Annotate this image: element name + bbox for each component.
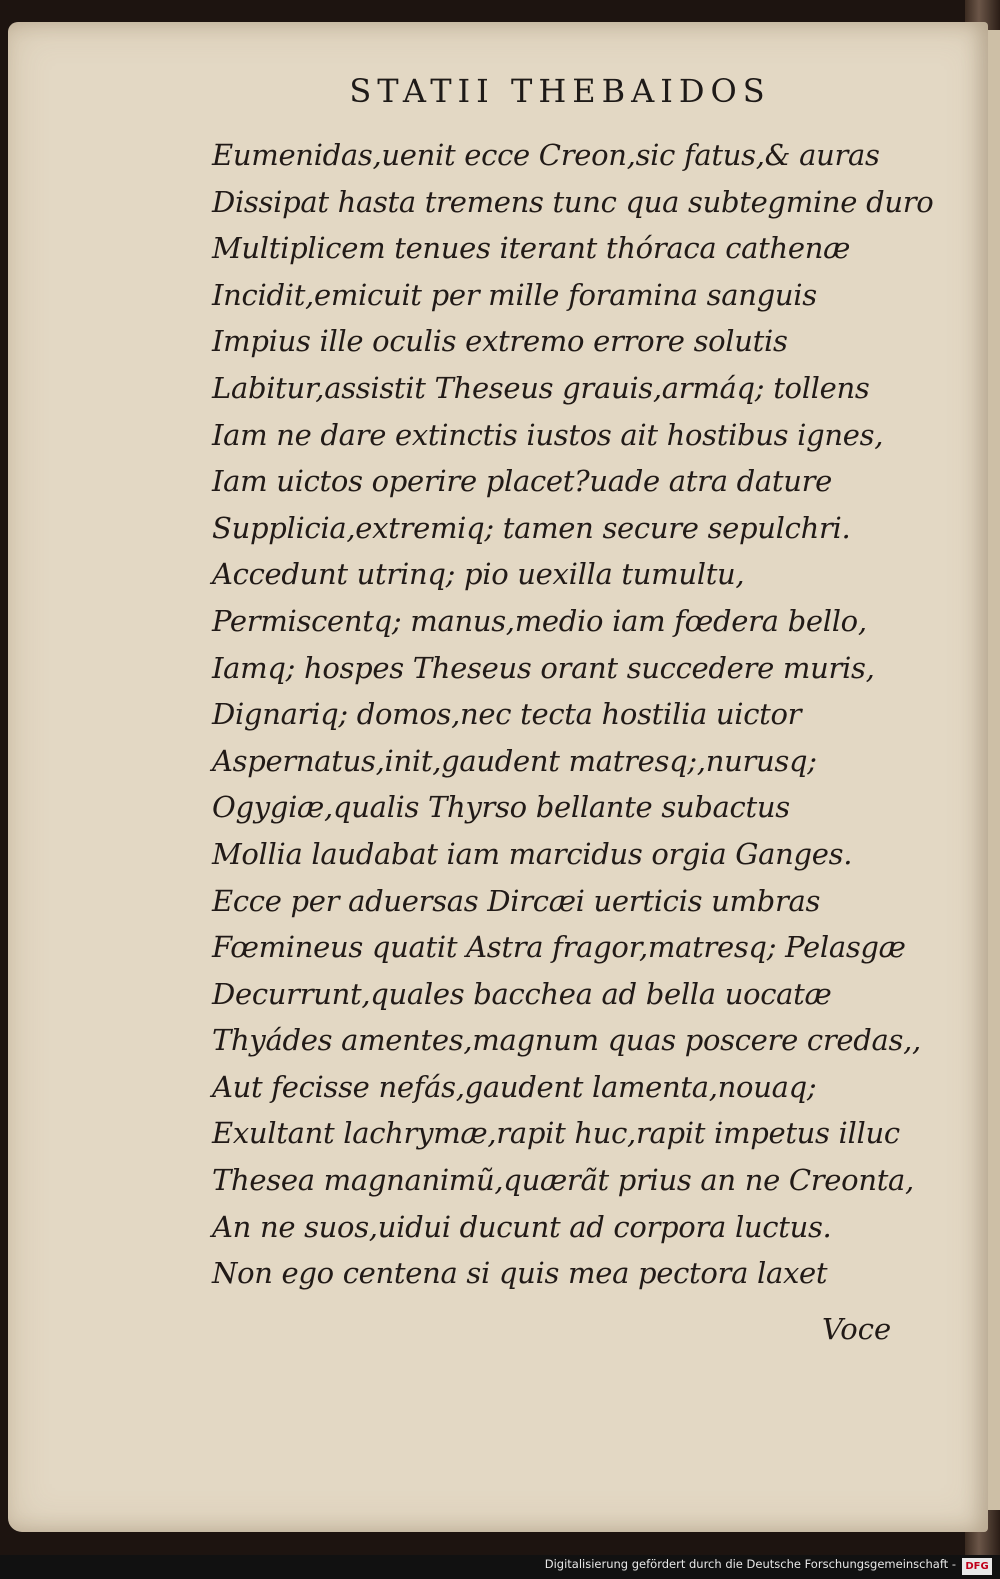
verse-line: Labitur,assistit Theseus grauis,armáq; tollens: [212, 370, 870, 405]
verse-line: Aut fecisse nefás,gaudent lamenta,nouaq;: [212, 1069, 817, 1104]
verse-line: Multiplicem tenues iterant thóraca cathenæ: [212, 231, 851, 266]
verse-line: Thyádes amentes,magnum quas poscere credas,,: [212, 1023, 921, 1058]
verse-line: Ogygiæ,qualis Thyrso bellante subactus: [212, 790, 790, 825]
verse-line: Non ego centena si quis mea pectora laxet: [212, 1256, 828, 1291]
verse-list: [212, 132, 932, 1297]
running-head: STATII THEBAIDOS: [349, 72, 771, 110]
verse-line: Ecce per aduersas Dircæi uerticis umbras: [212, 883, 821, 918]
dfg-logo: DFG: [962, 1558, 992, 1575]
verse-line: An ne suos,uidui ducunt ad corpora luctus.: [212, 1209, 832, 1244]
verse-line: Accedunt utrinq; pio uexilla tumultu,: [212, 557, 745, 592]
verse-line: Supplicia,extremiq; tamen secure sepulchri.: [212, 510, 851, 545]
verse-line: Fœmineus quatit Astra fragor,matresq; Pelasgæ: [212, 930, 906, 965]
verse-line: Iam uictos operire placet?uade atra dature: [212, 464, 833, 499]
verse-line: Exultant lachrymæ,rapit huc,rapit impetus illuc: [212, 1116, 900, 1151]
verse-line: Incidit,emicuit per mille foramina sanguis: [212, 277, 817, 312]
verse-line: Permiscentq; manus,medio iam fœdera bello,: [212, 603, 867, 638]
verse-line: Eumenidas,uenit ecce Creon,sic fatus,& auras: [212, 138, 880, 172]
verse-line: Iamq; hospes Theseus orant succedere muris,: [212, 650, 875, 685]
verse-line: Dignariq; domos,nec tecta hostilia uictor: [212, 697, 802, 732]
digitization-credit: Digitalisierung gefördert durch die Deutsche Forschungsgemeinschaft -: [544, 1557, 956, 1571]
verse-line: Dissipat hasta tremens tunc qua subtegmine duro: [212, 184, 934, 219]
verse-line: Impius ille oculis extremo errore solutis: [212, 324, 788, 359]
verse-line: Mollia laudabat iam marcidus orgia Ganges.: [212, 836, 853, 871]
verse-line: Aspernatus,init,gaudent matresq;,nurusq;: [212, 743, 817, 778]
verse-line: Decurrunt,quales bacchea ad bella uocatæ: [212, 976, 832, 1011]
catchword: Voce: [822, 1312, 892, 1346]
verse-line: Thesea magnanimũ,quærãt prius an ne Creonta,: [212, 1163, 914, 1198]
verse-line: Iam ne dare extinctis iustos ait hostibus ignes,: [212, 417, 884, 452]
